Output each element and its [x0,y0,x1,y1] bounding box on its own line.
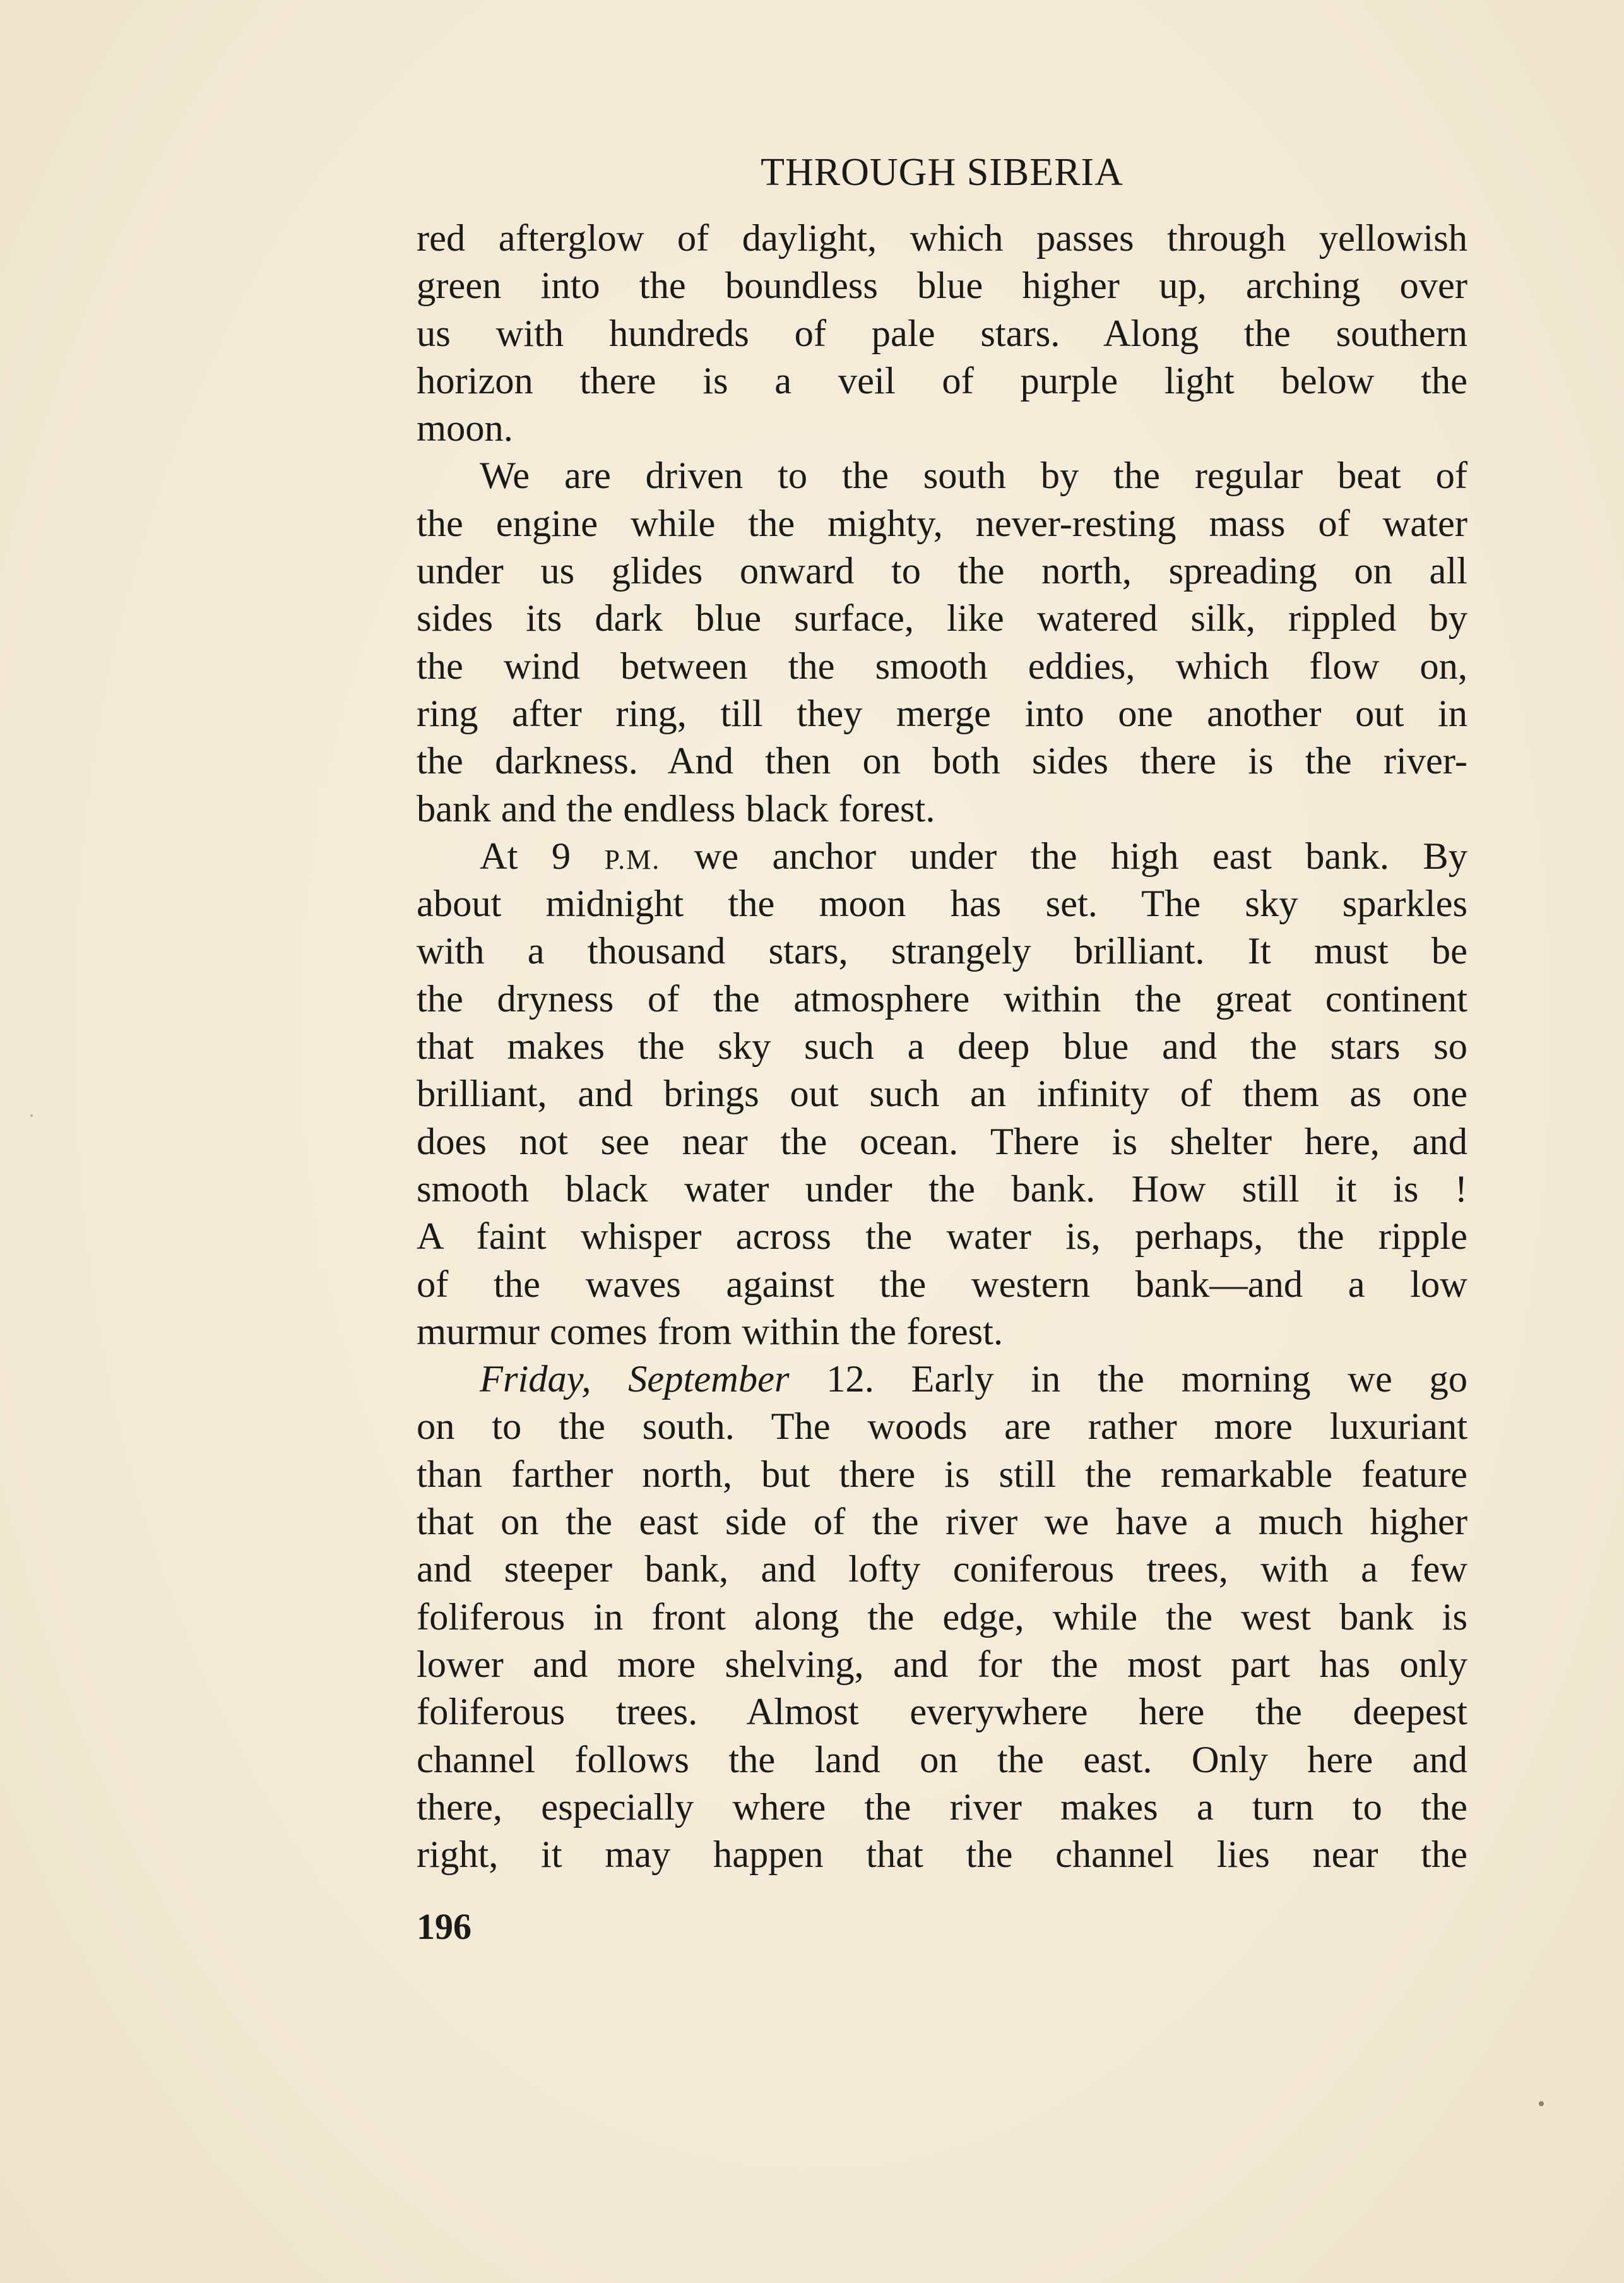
page-number: 196 [417,1906,471,1947]
text-line: channel follows the land on the east. Only here and [417,1738,1467,1781]
text-line: the engine while the mighty, never-resting mass of water [417,502,1467,545]
text-line: horizon there is a veil of purple light below the [417,359,1467,402]
text-line: the wind between the smooth eddies, which flow on, [417,645,1467,688]
text-line: that makes the sky such a deep blue and the stars so [417,1025,1467,1068]
text-line: smooth black water under the bank. How still it is ! [417,1167,1467,1210]
text-line: and steeper bank, and lofty coniferous trees, with a few [417,1548,1467,1591]
text-line: murmur comes from within the forest. [417,1310,1004,1353]
text-line: with a thousand stars, strangely brilliant. It must be [417,930,1467,973]
text-line: brilliant, and brings out such an infinity of them as one [417,1073,1467,1116]
text-line: ring after ring, till they merge into one another out in [417,692,1467,735]
anchor-text-before: At 9 [480,835,605,878]
friday-text-after: 12. Early in the morning we go [789,1358,1468,1401]
text-line: foliferous in front along the edge, while the west bank is [417,1595,1467,1638]
text-line: We are driven to the south by the regular beat of [480,455,1467,498]
running-head: THROUGH SIBERIA [761,151,1123,194]
text-line: moon. [417,407,513,450]
text-line: there, especially where the river makes a turn to the [417,1785,1467,1828]
text-line: about midnight the moon has set. The sky sparkles [417,883,1467,926]
text-line: foliferous trees. Almost everywhere here the deepest [417,1691,1467,1734]
text-line: on to the south. The woods are rather more luxuriant [417,1405,1467,1448]
text-line: red afterglow of daylight, which passes through yellowish [417,217,1467,259]
paper-speck [30,1114,33,1117]
text-line: sides its dark blue surface, like watered silk, rippled by [417,597,1467,640]
text-line: right, it may happen that the channel lies near the [417,1833,1467,1876]
text-line: green into the boundless blue higher up, arching over [417,265,1467,307]
text-line: does not see near the ocean. There is shelter here, and [417,1120,1467,1163]
text-line-friday [417,1356,1467,1403]
body-text [417,215,1467,1878]
text-line: of the waves against the western bank—and a low [417,1263,1467,1306]
day-italic: Friday, [480,1358,591,1401]
paper-speck [1539,2101,1544,2106]
anchor-text-after: we anchor under the high east bank. By [660,835,1468,878]
text-line: A faint whisper across the water is, perhaps, the ripple [417,1215,1467,1258]
text-line: lower and more shelving, and for the most part has only [417,1643,1467,1686]
text-line: us with hundreds of pale stars. Along the southern [417,312,1467,355]
text-line: than farther north, but there is still the remarkable feature [417,1453,1467,1496]
text-line: that on the east side of the river we have a much higher [417,1501,1467,1544]
text-line: bank and the endless black forest. [417,787,935,830]
text-line: the darkness. And then on both sides there is the river- [417,740,1467,783]
text-line-anchor [417,833,1467,880]
text-line: the dryness of the atmosphere within the great continent [417,977,1467,1020]
date-italic: September [628,1358,790,1401]
text-line: under us glides onward to the north, spreading on all [417,550,1467,593]
time-small-caps: P.M. [604,843,661,875]
